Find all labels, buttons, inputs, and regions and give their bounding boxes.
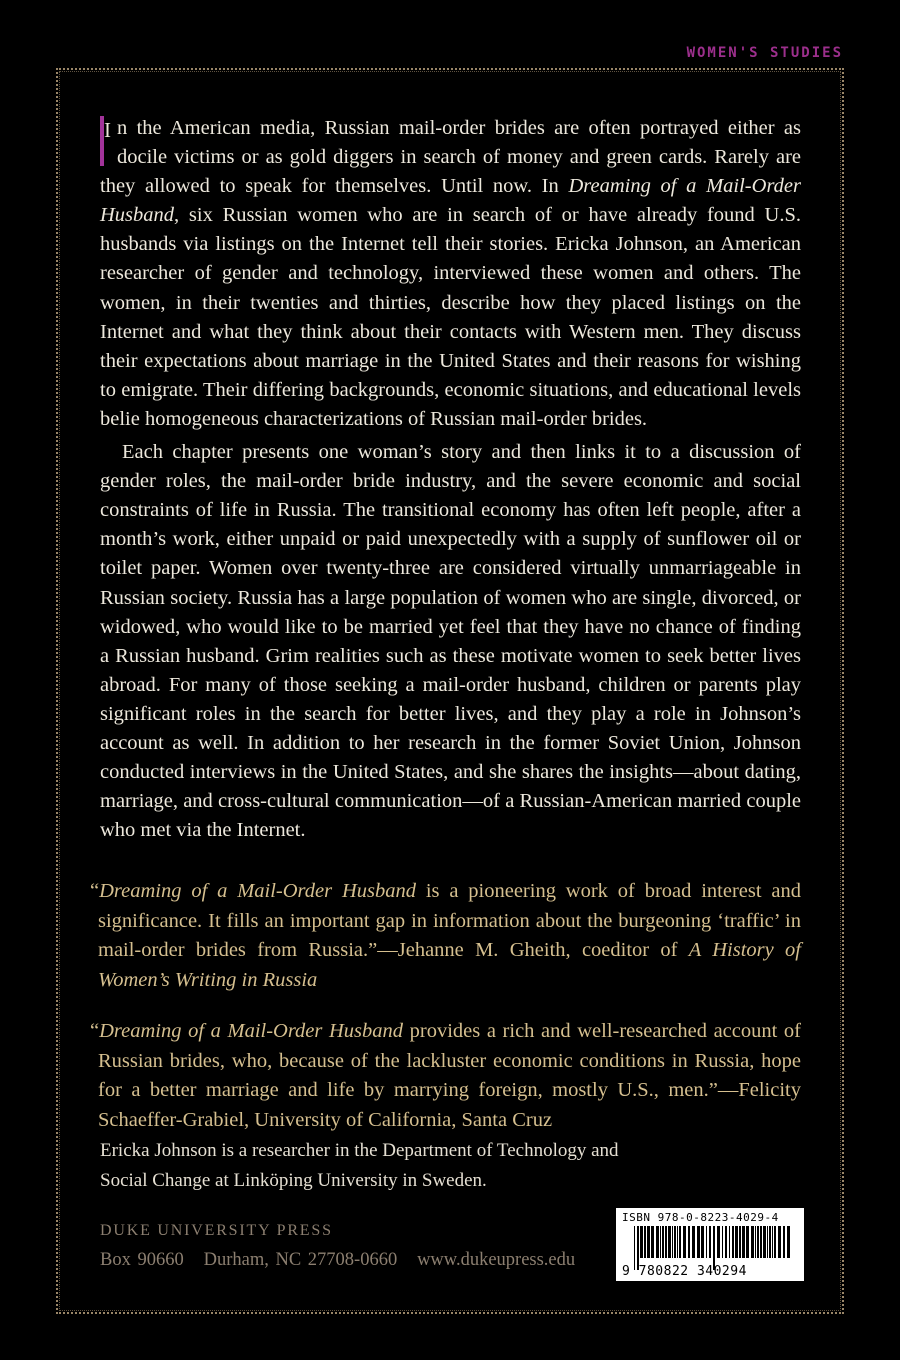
barcode-bar: [757, 1226, 759, 1258]
book-title: Dreaming of a Mail-Order Husband: [99, 880, 416, 903]
isbn-barcode: [616, 1208, 804, 1281]
barcode-bar: [665, 1226, 667, 1258]
barcode-bar: [706, 1226, 707, 1258]
barcode-bar: [660, 1226, 661, 1258]
barcode-bar: [647, 1226, 650, 1258]
barcode-bar: [656, 1226, 659, 1258]
barcode-bar: [739, 1226, 741, 1258]
isbn-label: ISBN 978-0-8223-4029-4: [622, 1211, 779, 1224]
barcode-bar: [688, 1226, 690, 1258]
barcode-bar: [787, 1226, 790, 1258]
barcode-digits: 9 780822 340294: [622, 1264, 747, 1279]
barcode-bar: [672, 1226, 673, 1258]
open-quote: “: [90, 1020, 100, 1043]
barcode-bar: [674, 1226, 676, 1258]
blurb-quote-2: [90, 1017, 801, 1135]
barcode-bar: [651, 1226, 654, 1258]
barcode-bar: [732, 1226, 734, 1258]
barcode-bar: [668, 1226, 671, 1258]
barcode-bar: [701, 1226, 704, 1258]
barcode-bar: [751, 1226, 754, 1258]
barcode-bar: [778, 1226, 781, 1258]
quote-text: provides a rich and well-researched account of Russian brides, who, because of the lackluster economic conditions in Russia, hope for a better marriage and life by marrying foreign, mostly U.S., men.”—Felicity Schaeffer-Grabiel, University of California, Santa Cruz: [98, 1020, 802, 1131]
quote-text: is a pioneering work of broad interest and significance. It fills an important gap in information about the burgeoning ‘traffic’ in mail-order brides from Russia.”—Jehanne M. Gheith, coeditor of: [98, 880, 801, 962]
barcode-bar: [683, 1226, 686, 1258]
book-title: Dreaming of a Mail-Order Husband: [99, 1020, 404, 1043]
category-label: WOMEN'S STUDIES: [686, 45, 843, 61]
open-quote: “: [90, 880, 100, 903]
barcode-bar: [725, 1226, 727, 1258]
blurb-quote-1: [90, 877, 801, 995]
barcode-bar: [644, 1226, 646, 1258]
description-paragraph-2: Each chapter presents one woman’s story and then links it to a discussion of gender roles, the mail-order bride industry, and the severe economic and social constraints of life in Russia. The transitional economy has often left people, after a month’s work, either unpaid or paid unexpectedly with a supply of sunflower oil or toilet paper. Women over twenty-three are considered virtually unmarriageable in Russian society. Russia has a large population of women who are single, divorced, or widowed, who would like to be married yet feel that they have no chance of finding a Russian husband. Grim realities such as these motivate women to seek better lives abroad. For many of those seeking a mail-order husband, children or parents play significant roles in the search for better lives, and they play a role in Johnson’s account as well. In addition to her research in the former Soviet Union, Johnson conducted interviews in the United States, and she shares the insights—about dating, marriage, and cross-cultural communication—of a Russian-American married couple who met via the Internet.: [100, 441, 801, 842]
barcode-bar: [692, 1226, 695, 1258]
description-text: , six Russian women who are in search of or have already found U.S. husbands via listings on the Internet tell their stories. Ericka Johnson, an American researcher of gender and technology, interviewed these women and others. The women, in their twenties and thirties, describe how they placed listings on the Internet and what they think about their contacts with Western men. They discuss their expectations about marriage in the United States and their reasons for wishing to emigrate. Their differing backgrounds, economic situations, and educational levels belie homogeneous characterizations of Russian mail-order brides.: [100, 204, 801, 430]
drop-cap: I: [100, 116, 114, 166]
barcode-bar: [767, 1226, 768, 1258]
barcode-bar: [772, 1226, 773, 1258]
barcode-bar: [717, 1226, 720, 1258]
book-title: Dreaming of a Mail-Order Husband: [100, 175, 801, 227]
publisher-address: Box 90660 Durham, NC 27708-0660 www.dukeupress.edu: [100, 1250, 576, 1270]
barcode-bar: [722, 1226, 723, 1258]
barcode-bar: [746, 1226, 749, 1258]
barcode-bar: [729, 1226, 730, 1258]
barcode-bar: [763, 1226, 766, 1258]
barcode-bar: [709, 1226, 711, 1258]
barcode-bar: [783, 1226, 785, 1258]
barcode-bar: [679, 1226, 681, 1258]
barcode-bar: [697, 1226, 700, 1258]
barcode-bar: [755, 1226, 756, 1258]
author-bio: Ericka Johnson is a researcher in the Department of Technology and Social Change at Linköping University in Sweden.: [100, 1140, 619, 1191]
barcode-bar: [640, 1226, 643, 1258]
barcode-bar: [760, 1226, 762, 1258]
description-text: n the American media, Russian mail-order brides are often portrayed either as docile victims or as gold diggers in search of money and green cards. Rarely are they allowed to speak for themselves. Until now. In: [100, 117, 801, 198]
barcode-bar: [662, 1226, 664, 1258]
barcode-bar: [677, 1226, 678, 1258]
barcode-bar: [742, 1226, 745, 1258]
barcode-bar: [769, 1226, 771, 1258]
quote-source-title: A History of Women’s Writing in Russia: [98, 939, 801, 991]
barcode-bar: [735, 1226, 738, 1258]
publisher-name: DUKE UNIVERSITY PRESS: [100, 1222, 333, 1239]
back-cover-text: [90, 114, 802, 1135]
barcode-bar: [774, 1226, 776, 1258]
description-paragraph-1: [100, 114, 801, 434]
